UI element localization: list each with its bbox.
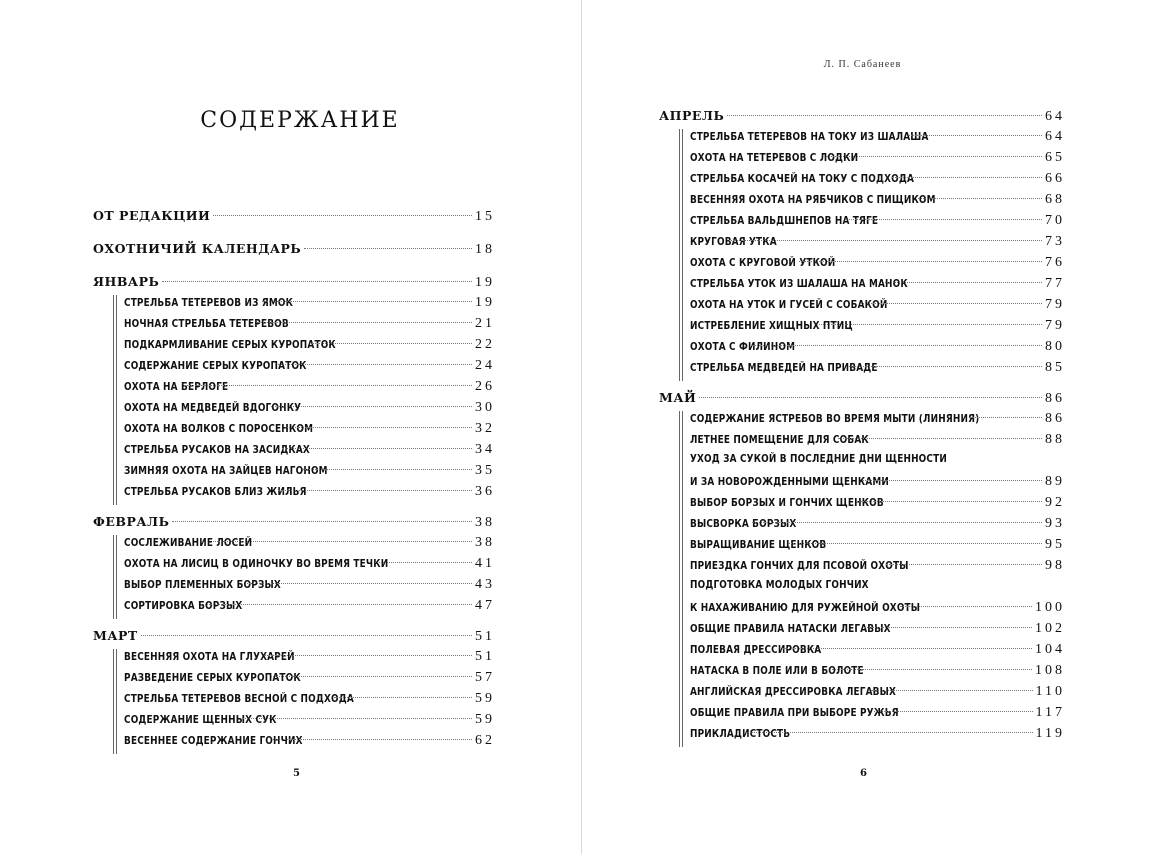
- toc-entry: [124, 295, 495, 316]
- toc-entry: [124, 400, 495, 421]
- toc-section: [93, 241, 495, 265]
- toc-entry: [690, 579, 1065, 600]
- toc-entry-page: 85: [1045, 360, 1065, 375]
- dot-leader: [213, 215, 472, 216]
- toc-entry-label: КРУГОВАЯ УТКА: [690, 236, 777, 248]
- toc-entry: [690, 213, 1065, 234]
- dot-leader: [699, 397, 1042, 398]
- toc-entry-page: 30: [475, 400, 495, 415]
- dot-leader: [285, 427, 472, 428]
- dot-leader: [788, 543, 1042, 544]
- dot-leader: [849, 219, 1042, 220]
- toc-month-heading: [93, 274, 495, 295]
- toc-entry-page: 64: [1045, 109, 1065, 124]
- toc-entry-label: ВЫРАЩИВАНИЕ ЩЕНКОВ: [690, 539, 827, 551]
- toc-entry-label: НАТАСКА В ПОЛЕ ИЛИ В БОЛОТЕ: [690, 665, 864, 677]
- dot-leader: [751, 345, 1042, 346]
- toc-entry-label: СТРЕЛЬБА ТЕТЕРЕВОВ ВЕСНОЙ С ПОДХОДА: [124, 693, 354, 705]
- toc-entry: [690, 255, 1065, 276]
- toc-entry-page: 104: [1035, 642, 1065, 657]
- toc-entry: [690, 411, 1065, 432]
- toc-entry: [690, 621, 1065, 642]
- toc-entry-page: 59: [475, 691, 495, 706]
- toc-entry-page: 98: [1045, 558, 1065, 573]
- toc-entry-page: 86: [1045, 391, 1065, 406]
- toc-entry-label: ОХОТА НА МЕДВЕДЕЙ ВДОГОНКУ: [124, 402, 302, 414]
- toc-entry-page: 35: [475, 463, 495, 478]
- toc-entry: [690, 474, 1065, 495]
- toc-entry-label: МАРТ: [93, 628, 138, 643]
- toc-entry-page: 21: [475, 316, 495, 331]
- toc-entry-label: ОБЩИЕ ПРАВИЛА ПРИ ВЫБОРЕ РУЖЬЯ: [690, 707, 899, 719]
- toc-entry: [690, 558, 1065, 579]
- toc-entry-page: 51: [475, 629, 495, 644]
- toc-entry-label: ВЕСЕННЯЯ ОХОТА НА РЯБЧИКОВ С ПИЩИКОМ: [690, 194, 936, 206]
- toc-entry-label: СТРЕЛЬБА МЕДВЕДЕЙ НА ПРИВАДЕ: [690, 362, 878, 374]
- dot-leader: [262, 301, 473, 302]
- toc-entry-page: 119: [1035, 726, 1065, 741]
- toc-entry-label: ВЫСВОРКА БОРЗЫХ: [690, 518, 797, 530]
- dot-leader: [304, 248, 472, 249]
- toc-entry-page: 117: [1035, 705, 1065, 720]
- toc-entry-label: ЗИМНЯЯ ОХОТА НА ЗАЙЦЕВ НАГОНОМ: [124, 465, 328, 477]
- toc-entry-label: МАЙ: [659, 390, 697, 405]
- dot-leader: [886, 564, 1042, 565]
- toc-entry-label: АНГЛИЙСКАЯ ДРЕССИРОВКА ЛЕГАВЫХ: [690, 686, 897, 698]
- toc-entry: [690, 432, 1065, 453]
- toc-entry-page: 32: [475, 421, 495, 436]
- toc-entry-label: СОРТИРОВКА БОРЗЫХ: [124, 600, 243, 612]
- toc-left: [93, 208, 495, 763]
- toc-month-heading: [93, 628, 495, 649]
- toc-entry: [124, 598, 495, 619]
- toc-entry: [690, 234, 1065, 255]
- toc-section: [659, 108, 1065, 381]
- dot-leader: [832, 669, 1032, 670]
- toc-entry-page: 26: [475, 379, 495, 394]
- toc-entry-label: ПОДКАРМЛИВАНИЕ СЕРЫХ КУРОПАТОК: [124, 339, 336, 351]
- toc-entry: [124, 712, 495, 733]
- toc-entry: [124, 484, 495, 505]
- toc-entry-label: ВЕСЕННЕЕ СОДЕРЖАНИЕ ГОНЧИХ: [124, 735, 303, 747]
- toc-entry-page: 76: [1045, 255, 1065, 270]
- toc-entry: [690, 642, 1065, 663]
- toc-entry-label: ОХОТА НА ЛИСИЦ В ОДИНОЧКУ ВО ВРЕМЯ ТЕЧКИ: [124, 558, 389, 570]
- dot-leader: [900, 606, 1032, 607]
- toc-entry-label: ВЕСЕННЯЯ ОХОТА НА ГЛУХАРЕЙ: [124, 651, 295, 663]
- dot-leader: [826, 156, 1042, 157]
- dot-leader: [273, 739, 472, 740]
- toc-entry-page: 68: [1045, 192, 1065, 207]
- toc-entry-page: 59: [475, 712, 495, 727]
- toc-subentries: [113, 295, 495, 505]
- toc-entry-page: 89: [1045, 474, 1065, 489]
- dot-leader: [892, 177, 1042, 178]
- toc-entry-label: И ЗА НОВОРОЖДЕННЫМИ ЩЕНКАМИ: [690, 476, 890, 488]
- dot-leader: [278, 364, 472, 365]
- toc-entry-label: СТРЕЛЬБА ВАЛЬДШНЕПОВ НА ТЯГЕ: [690, 215, 879, 227]
- toc-entry: [690, 600, 1065, 621]
- running-head: Л. П. Сабанеев: [823, 59, 902, 70]
- toc-entry: [690, 339, 1065, 360]
- toc-entry-label: ОХОТНИЧИЙ КАЛЕНДАРЬ: [93, 241, 302, 256]
- toc-section: [93, 514, 495, 619]
- dot-leader: [819, 324, 1042, 325]
- toc-entry-label: СОДЕРЖАНИЕ ЯСТРЕБОВ ВО ВРЕМЯ МЫТИ (ЛИНЯНИЯ): [690, 413, 980, 425]
- toc-entry: [124, 670, 495, 691]
- toc-entry: [690, 684, 1065, 705]
- toc-entry-page: 47: [475, 598, 495, 613]
- toc-entry-label: ОХОТА С ФИЛИНОМ: [690, 341, 796, 353]
- toc-entry-page: 86: [1045, 411, 1065, 426]
- toc-entry-label: ВЫБОР БОРЗЫХ И ГОНЧИХ ЩЕНКОВ: [690, 497, 884, 509]
- dot-leader: [141, 635, 472, 636]
- dot-leader: [799, 261, 1042, 262]
- right-page: [582, 0, 1167, 854]
- dot-leader: [745, 732, 1033, 733]
- toc-entry-label: СОСЛЕЖИВАНИЕ ЛОСЕЙ: [124, 537, 253, 549]
- toc-month-heading: [93, 514, 495, 535]
- dot-leader: [862, 480, 1042, 481]
- toc-section: [659, 390, 1065, 747]
- dot-leader: [970, 417, 1042, 418]
- toc-entry-page: 88: [1045, 432, 1065, 447]
- toc-entry-page: 108: [1035, 663, 1065, 678]
- toc-entry-label: ПОДГОТОВКА МОЛОДЫХ ГОНЧИХ: [690, 579, 869, 591]
- dot-leader: [312, 343, 472, 344]
- toc-entry: [690, 150, 1065, 171]
- toc-entry-page: 38: [475, 535, 495, 550]
- toc-entry-label: РАЗВЕДЕНИЕ СЕРЫХ КУРОПАТОК: [124, 672, 301, 684]
- toc-entry-label: ПРИЕЗДКА ГОНЧИХ ДЛЯ ПСОВОЙ ОХОТЫ: [690, 560, 909, 572]
- dot-leader: [271, 676, 472, 677]
- toc-entry-page: 43: [475, 577, 495, 592]
- toc-entry: [690, 192, 1065, 213]
- toc-entry-page: 57: [475, 670, 495, 685]
- page-number: 6: [860, 768, 867, 779]
- toc-entry-label: К НАХАЖИВАНИЮ ДЛЯ РУЖЕЙНОЙ ОХОТЫ: [690, 602, 921, 614]
- toc-entry-label: ЛЕТНЕЕ ПОМЕЩЕНИЕ ДЛЯ СОБАК: [690, 434, 869, 446]
- toc-section: [93, 208, 495, 232]
- dot-leader: [885, 282, 1042, 283]
- dot-leader: [849, 366, 1042, 367]
- toc-entry-page: 24: [475, 358, 495, 373]
- toc-month-heading: [659, 390, 1065, 411]
- toc-entry-label: ОТ РЕДАКЦИИ: [93, 208, 211, 223]
- toc-entry: [124, 691, 495, 712]
- toc-entry-page: 79: [1045, 297, 1065, 312]
- toc-entry: [690, 726, 1065, 747]
- toc-entry: [124, 379, 495, 400]
- toc-subentries: [113, 535, 495, 619]
- toc-entry-label: ПРИКЛАДИСТОСТЬ: [690, 728, 791, 740]
- dot-leader: [864, 627, 1032, 628]
- toc-entry: [690, 663, 1065, 684]
- toc-entry-page: 38: [475, 515, 495, 530]
- toc-subentries: [679, 411, 1065, 747]
- toc-entry: [124, 316, 495, 337]
- toc-entry-page: 64: [1045, 129, 1065, 144]
- toc-entry: [124, 463, 495, 484]
- toc-entry-label: ОХОТА НА ТЕТЕРЕВОВ С ЛОДКИ: [690, 152, 859, 164]
- toc-entry: [124, 577, 495, 598]
- toc-entry: [124, 649, 495, 670]
- toc-entry-page: 19: [475, 275, 495, 290]
- toc-entry-label: ПОЛЕВАЯ ДРЕССИРОВКА: [690, 644, 822, 656]
- page-number: 5: [293, 768, 300, 779]
- dot-leader: [861, 303, 1042, 304]
- toc-entry: [690, 516, 1065, 537]
- dot-leader: [278, 490, 472, 491]
- toc-entry-label: СТРЕЛЬБА ТЕТЕРЕВОВ НА ТОКУ ИЗ ШАЛАША: [690, 131, 929, 143]
- toc-entry: [690, 276, 1065, 297]
- toc-entry-page: 36: [475, 484, 495, 499]
- dot-leader: [213, 541, 472, 542]
- toc-entry: [124, 358, 495, 379]
- toc-entry: [124, 733, 495, 754]
- dot-leader: [257, 322, 473, 323]
- toc-entry-page: 51: [475, 649, 495, 664]
- toc-entry-label: СОДЕРЖАНИЕ ЩЕННЫХ СУК: [124, 714, 277, 726]
- dot-leader: [729, 240, 1042, 241]
- dot-leader: [242, 718, 472, 719]
- toc-entry: [690, 297, 1065, 318]
- toc-heading: [93, 241, 495, 265]
- toc-entry-page: 65: [1045, 150, 1065, 165]
- toc-entry: [690, 705, 1065, 726]
- toc-entry: [124, 421, 495, 442]
- dot-leader: [264, 655, 473, 656]
- toc-entry-label: ОХОТА НА БЕРЛОГЕ: [124, 381, 229, 393]
- toc-heading: [93, 208, 495, 232]
- toc-entry-page: 18: [475, 242, 495, 257]
- toc-entry-label: СОДЕРЖАНИЕ СЕРЫХ КУРОПАТОК: [124, 360, 307, 372]
- toc-entry-page: 92: [1045, 495, 1065, 510]
- toc-right: [659, 108, 1065, 756]
- toc-entry-page: 77: [1045, 276, 1065, 291]
- toc-entry-page: 22: [475, 337, 495, 352]
- toc-entry: [690, 318, 1065, 339]
- toc-subentries: [113, 649, 495, 754]
- toc-entry: [690, 453, 1065, 474]
- dot-leader: [856, 501, 1042, 502]
- toc-entry-label: ФЕВРАЛЬ: [93, 514, 170, 529]
- toc-entry-page: 95: [1045, 537, 1065, 552]
- toc-entry: [690, 171, 1065, 192]
- toc-entry-page: 73: [1045, 234, 1065, 249]
- toc-entry: [690, 537, 1065, 558]
- dot-leader: [162, 281, 472, 282]
- dot-leader: [201, 604, 472, 605]
- dot-leader: [184, 385, 472, 386]
- toc-entry-label: СТРЕЛЬБА УТОК ИЗ ШАЛАША НА МАНОК: [690, 278, 908, 290]
- dot-leader: [752, 522, 1042, 523]
- toc-entry-label: ВЫБОР ПЛЕМЕННЫХ БОРЗЫХ: [124, 579, 281, 591]
- dot-leader: [271, 406, 472, 407]
- page-title: СОДЕРЖАНИЕ: [200, 108, 400, 133]
- toc-entry-label: ЯНВАРЬ: [93, 274, 160, 289]
- left-page: [0, 0, 582, 854]
- toc-entry: [124, 535, 495, 556]
- dot-leader: [874, 711, 1033, 712]
- dot-leader: [303, 469, 472, 470]
- toc-entry: [124, 337, 495, 358]
- toc-entry-label: СТРЕЛЬБА КОСАЧЕЙ НА ТОКУ С ПОДХОДА: [690, 173, 915, 185]
- dot-leader: [838, 438, 1042, 439]
- dot-leader: [247, 583, 472, 584]
- toc-entry: [690, 360, 1065, 381]
- toc-entry-label: СТРЕЛЬБА ТЕТЕРЕВОВ ИЗ ЯМОК: [124, 297, 294, 309]
- toc-entry-page: 66: [1045, 171, 1065, 186]
- toc-section: [93, 628, 495, 754]
- toc-entry: [124, 556, 495, 577]
- toc-entry-label: ОХОТА НА УТОК И ГУСЕЙ С СОБАКОЙ: [690, 299, 888, 311]
- toc-entry-page: 34: [475, 442, 495, 457]
- toc-entry: [690, 495, 1065, 516]
- dot-leader: [782, 648, 1032, 649]
- toc-entry-label: УХОД ЗА СУКОЙ В ПОСЛЕДНИЕ ДНИ ЩЕННОСТИ: [690, 453, 947, 465]
- dot-leader: [282, 448, 472, 449]
- dot-leader: [909, 135, 1042, 136]
- toc-entry-page: 70: [1045, 213, 1065, 228]
- dot-leader: [918, 198, 1042, 199]
- toc-entry-page: 100: [1035, 600, 1065, 615]
- toc-entry-page: 41: [475, 556, 495, 571]
- dot-leader: [727, 115, 1042, 116]
- toc-entry-label: НОЧНАЯ СТРЕЛЬБА ТЕТЕРЕВОВ: [124, 318, 289, 330]
- toc-month-heading: [659, 108, 1065, 129]
- toc-entry-label: ОХОТА НА ВОЛКОВ С ПОРОСЕНКОМ: [124, 423, 314, 435]
- dot-leader: [172, 521, 472, 522]
- toc-entry-page: 62: [475, 733, 495, 748]
- toc-entry-page: 79: [1045, 318, 1065, 333]
- dot-leader: [375, 562, 472, 563]
- toc-entry-page: 102: [1035, 621, 1065, 636]
- toc-entry-page: 80: [1045, 339, 1065, 354]
- toc-entry-page: 93: [1045, 516, 1065, 531]
- toc-section: [93, 274, 495, 505]
- toc-entry-label: ИСТРЕБЛЕНИЕ ХИЩНЫХ ПТИЦ: [690, 320, 853, 332]
- toc-entry-label: СТРЕЛЬБА РУСАКОВ НА ЗАСИДКАХ: [124, 444, 310, 456]
- toc-entry-label: СТРЕЛЬБА РУСАКОВ БЛИЗ ЖИЛЬЯ: [124, 486, 307, 498]
- dot-leader: [334, 697, 472, 698]
- toc-entry-label: ОБЩИЕ ПРАВИЛА НАТАСКИ ЛЕГАВЫХ: [690, 623, 891, 635]
- toc-entry-page: 19: [475, 295, 495, 310]
- toc-entry-label: АПРЕЛЬ: [659, 108, 725, 123]
- toc-entry: [690, 129, 1065, 150]
- toc-subentries: [679, 129, 1065, 381]
- dot-leader: [871, 690, 1033, 691]
- toc-entry-page: 110: [1035, 684, 1065, 699]
- toc-entry: [124, 442, 495, 463]
- toc-entry-page: 15: [475, 209, 495, 224]
- toc-entry-label: ОХОТА С КРУГОВОЙ УТКОЙ: [690, 257, 836, 269]
